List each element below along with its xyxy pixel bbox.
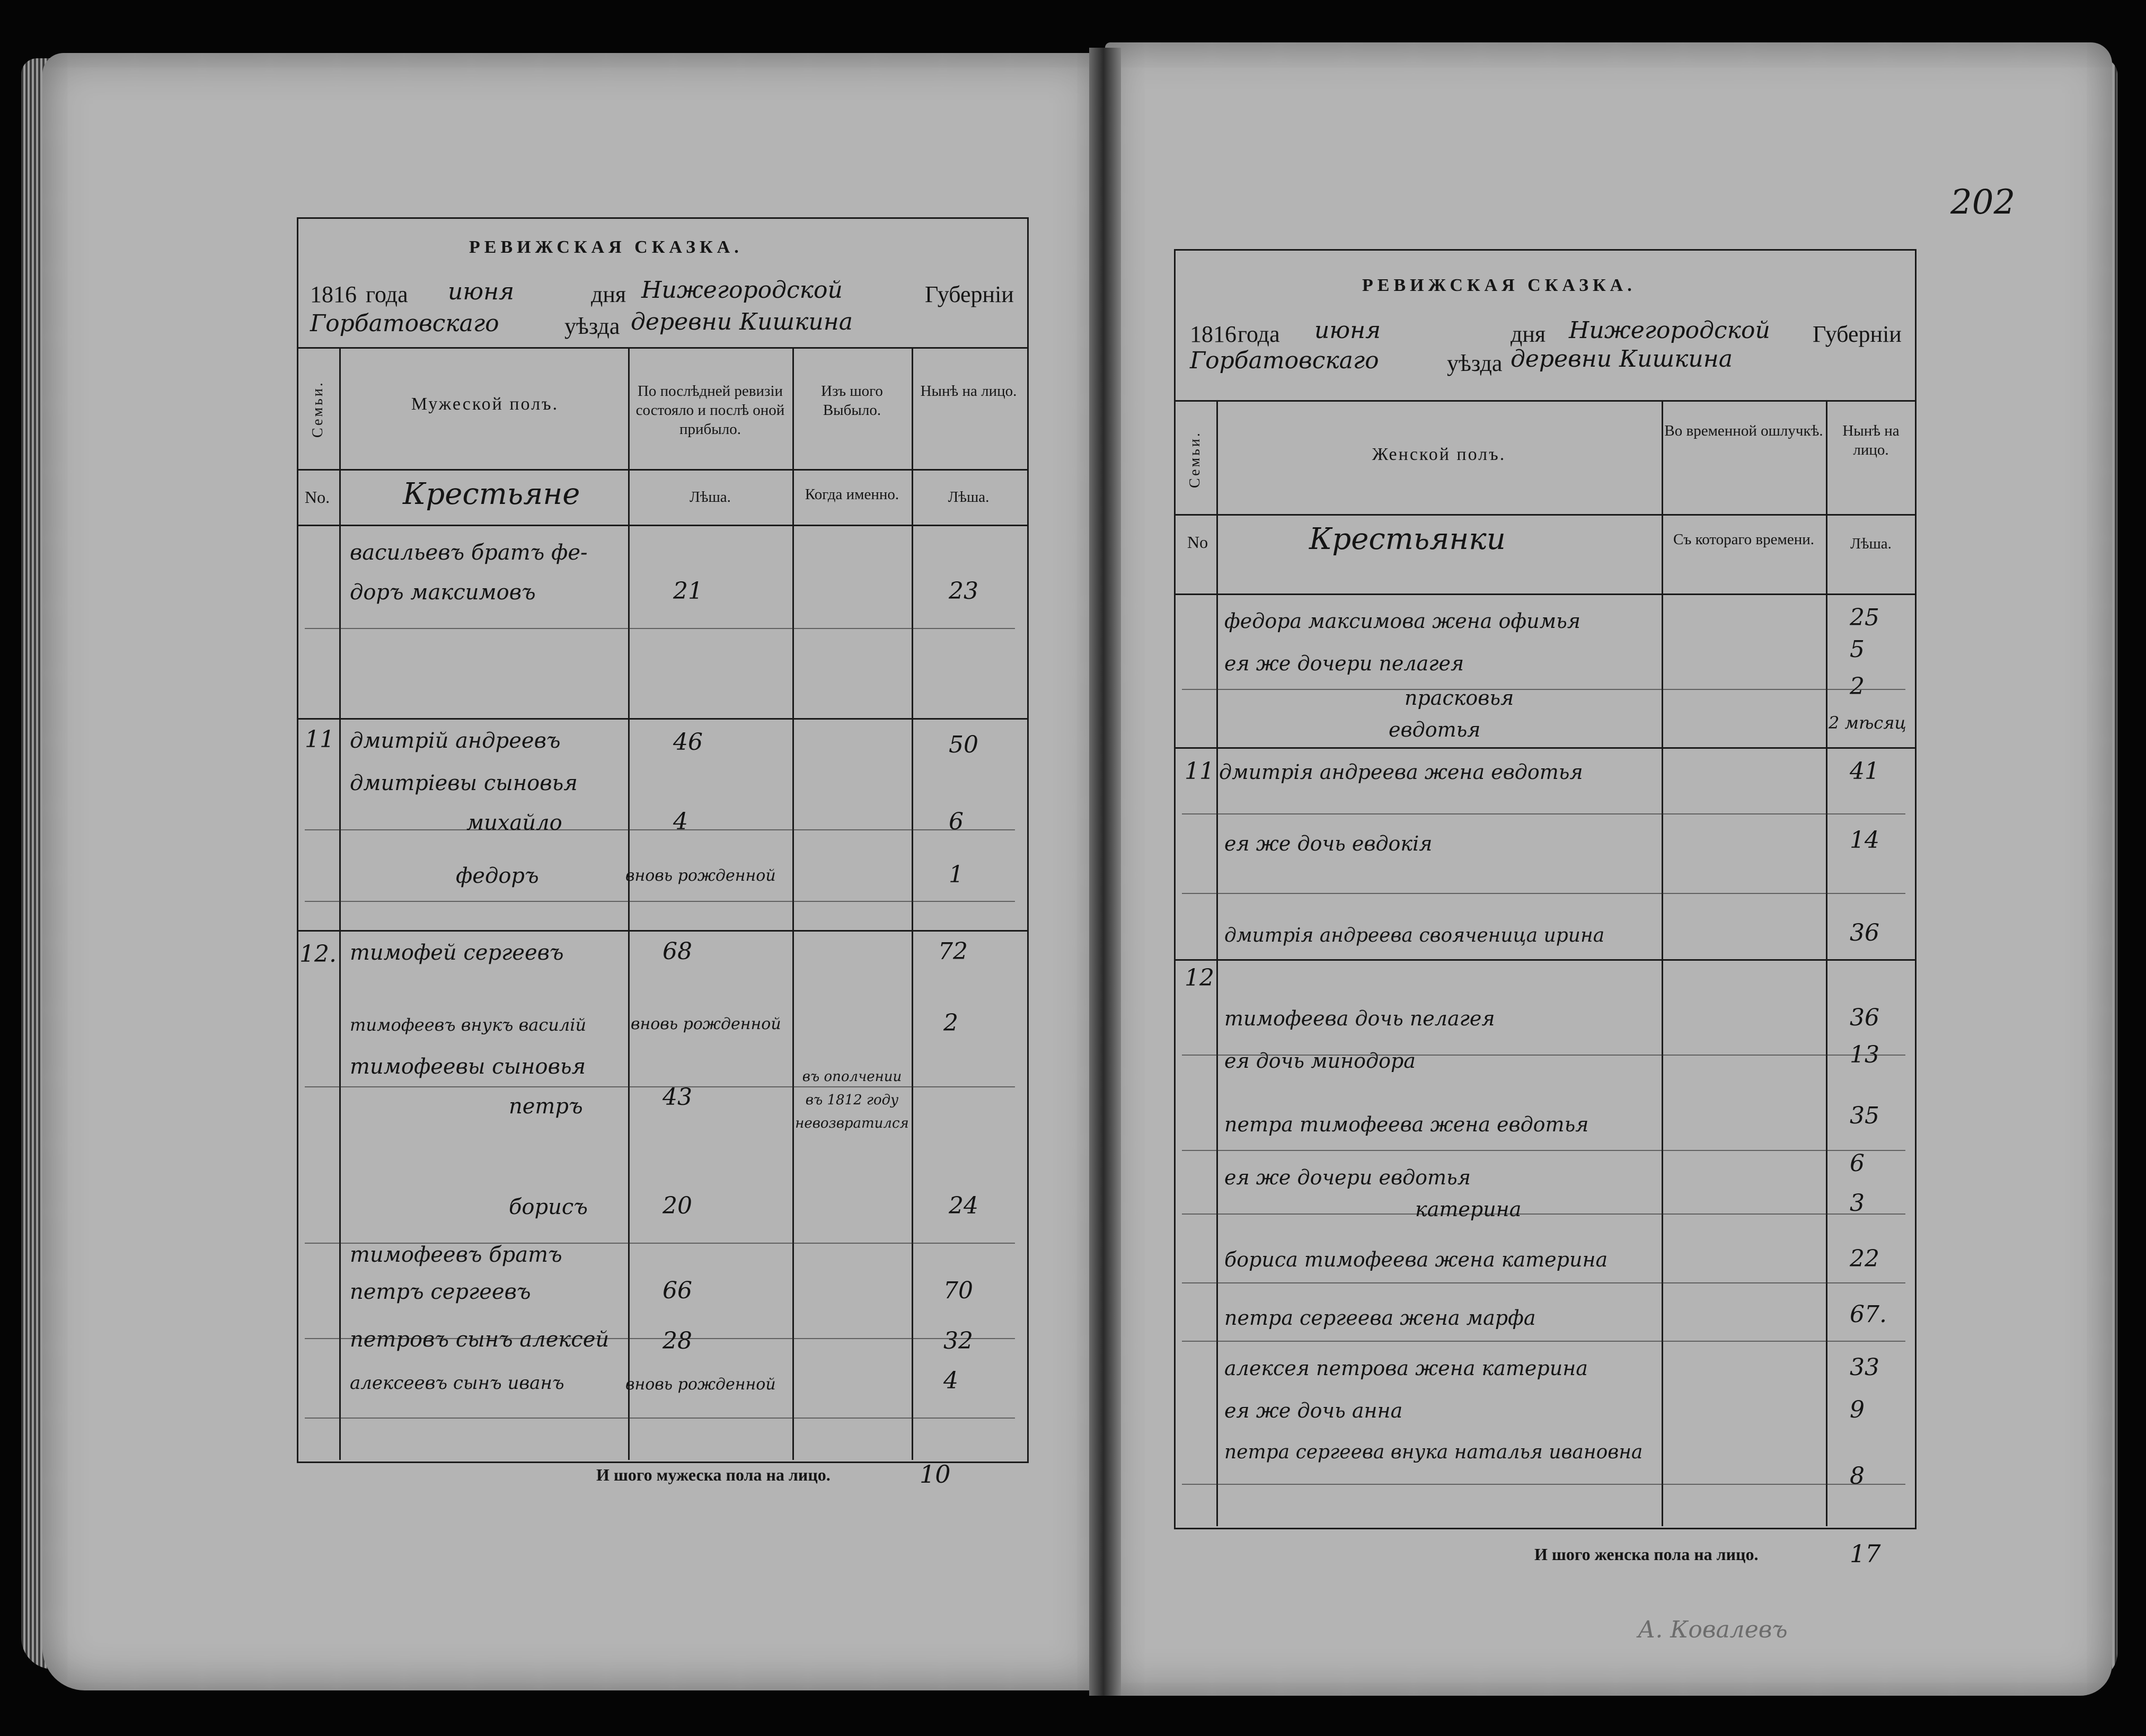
right-title: РЕВИЖСКАЯ СКАЗКА.	[1362, 276, 1636, 295]
right-name: евдотья	[1389, 718, 1481, 741]
right-name: петра сергеева внука наталья ивановна	[1224, 1441, 1643, 1463]
left-now: 4	[943, 1367, 958, 1394]
left-name: дмитрій андреевъ	[350, 729, 561, 753]
right-now: 5	[1850, 636, 1865, 663]
right-name: ея же дочери евдотья	[1224, 1166, 1471, 1189]
right-name: ея же дочери пелагея	[1224, 652, 1464, 675]
right-name: прасковья	[1405, 686, 1514, 710]
left-name: петровъ сынъ алексей	[350, 1327, 610, 1352]
right-fam: 12	[1185, 964, 1214, 991]
right-now: 67.	[1850, 1301, 1887, 1328]
right-now: 41	[1850, 758, 1879, 785]
right-name: ея же дочь евдокія	[1224, 832, 1433, 855]
left-col-male: Мужеской полъ.	[411, 394, 559, 414]
left-last: вновь рожденной	[625, 866, 776, 885]
left-sub-estate: Крестьяне	[403, 477, 580, 511]
right-month: июня	[1314, 317, 1381, 344]
left-month: июня	[448, 278, 515, 305]
right-village: деревни Кишкина	[1511, 346, 1733, 373]
left-now: 6	[949, 808, 964, 835]
right-total-label: И шого женска пола на лицо.	[1534, 1545, 1759, 1564]
right-name: федора максимова жена офимья	[1224, 609, 1580, 633]
left-now: 23	[949, 578, 978, 605]
left-now: 1	[949, 861, 964, 888]
left-district-word: уѣзда	[564, 313, 620, 339]
left-col-now: Нынѣ на лицо.	[920, 383, 1017, 400]
right-sub-years: Лѣша.	[1850, 535, 1892, 552]
left-now: 72	[938, 938, 968, 965]
left-now: 24	[949, 1192, 978, 1219]
left-title: РЕВИЖСКАЯ СКАЗКА.	[469, 237, 743, 257]
book-gutter	[1089, 48, 1121, 1696]
right-year-word: года	[1238, 321, 1280, 347]
right-now: 2 мѣсяц	[1829, 713, 1906, 733]
left-now: 32	[943, 1327, 973, 1354]
right-name: бориса тимофеева жена катерина	[1224, 1248, 1608, 1271]
left-sub-years2: Лѣша.	[948, 489, 990, 506]
left-name: борисъ	[509, 1195, 588, 1219]
left-last: 66	[663, 1277, 692, 1304]
left-year-word: года	[366, 281, 408, 307]
left-now: 70	[943, 1277, 973, 1304]
right-col-now: Нынѣ на лицо.	[1842, 422, 1900, 458]
left-province: Нижегородской	[641, 277, 843, 304]
left-name: федоръ	[456, 864, 539, 888]
left-total-label: И шого мужеска пола на лицо.	[596, 1465, 831, 1484]
left-last: 20	[663, 1192, 692, 1219]
right-form	[1174, 249, 1917, 1529]
right-name: катерина	[1415, 1198, 1522, 1221]
left-name: тимофеевъ внукъ василій	[350, 1015, 587, 1035]
left-last: вновь рожденной	[631, 1015, 781, 1033]
left-col-last: По послѣдней ревизіи состояло и послѣ оной прибыло.	[635, 383, 785, 438]
right-fam: 11	[1185, 758, 1214, 785]
left-last: 4	[673, 808, 688, 835]
left-sub-no: No.	[305, 488, 330, 507]
left-name: алексеевъ сынъ иванъ	[350, 1372, 564, 1394]
right-province: Нижегородской	[1569, 317, 1770, 344]
left-name: петръ сергеевъ	[350, 1280, 531, 1304]
left-name: петръ	[509, 1094, 583, 1119]
right-now: 36	[1850, 919, 1879, 946]
right-name: ея дочь минодора	[1224, 1049, 1416, 1073]
left-name: тимофей сергеевъ	[350, 941, 564, 965]
left-col-family: Семьи.	[310, 380, 326, 438]
left-last: 21	[673, 578, 703, 605]
right-now: 13	[1850, 1041, 1879, 1068]
left-total-value: 10	[920, 1460, 951, 1489]
right-name: дмитрія андреева жена евдотья	[1219, 760, 1583, 784]
right-sub-no: No	[1187, 533, 1208, 552]
left-fam: 11	[305, 726, 334, 753]
left-day-word: дня	[591, 281, 626, 307]
left-col-left: Изъ шого Выбыло.	[821, 383, 883, 419]
left-sub-when: Когда именно.	[805, 486, 899, 503]
left-district: Горбатовскаго	[310, 310, 499, 337]
left-last: 46	[673, 729, 703, 756]
right-now: 3	[1850, 1190, 1865, 1217]
right-sub-since: Съ котораго времени.	[1673, 531, 1814, 548]
left-year: 1816	[310, 281, 357, 307]
left-village: деревни Кишкина	[631, 308, 853, 335]
right-now: 14	[1850, 827, 1879, 854]
right-now: 33	[1850, 1354, 1879, 1381]
left-last: вновь рожденной	[625, 1375, 776, 1394]
right-now: 22	[1850, 1245, 1879, 1272]
right-district-word: уѣзда	[1447, 350, 1503, 376]
right-now: 6	[1850, 1150, 1865, 1177]
left-sub-years1: Лѣша.	[690, 489, 731, 506]
left-name: тимофеевъ братъ	[350, 1243, 562, 1267]
right-day-word: дня	[1511, 321, 1546, 347]
left-name: дмитріевы сыновья	[350, 771, 578, 795]
left-fam: 12.	[299, 941, 337, 968]
left-name: доръ максимовъ	[350, 580, 536, 605]
archive-stamp: А. Ковалевъ	[1638, 1616, 1788, 1643]
left-now: 2	[943, 1009, 958, 1037]
left-last: 68	[663, 938, 692, 965]
right-col-absent: Во временной ошлучкѣ.	[1664, 422, 1823, 439]
right-name: петра сергеева жена марфа	[1224, 1306, 1536, 1330]
left-name: тимофеевы сыновья	[350, 1055, 586, 1079]
right-province-word: Губерніи	[1813, 321, 1902, 347]
right-now: 25	[1850, 604, 1879, 631]
right-name: ея же дочь анна	[1224, 1399, 1403, 1422]
right-now: 2	[1850, 673, 1865, 700]
right-district: Горбатовскаго	[1190, 347, 1379, 374]
left-last: 43	[663, 1084, 692, 1111]
right-name: дмитрія андреева свояченица ирина	[1224, 925, 1605, 946]
right-name: тимофеева дочь пелагея	[1224, 1007, 1495, 1030]
page-number: 202	[1950, 183, 2016, 222]
right-name: алексея петрова жена катерина	[1224, 1357, 1588, 1380]
right-now: 35	[1850, 1102, 1879, 1129]
right-year: 1816	[1190, 321, 1237, 347]
left-left: въ ополчении въ 1812 году невозвратился	[795, 1069, 909, 1131]
left-last: 28	[663, 1327, 692, 1354]
left-now: 50	[949, 731, 978, 758]
left-name: васильевъ братъ фе-	[350, 541, 588, 565]
right-total-value: 17	[1850, 1539, 1881, 1568]
right-now: 36	[1850, 1004, 1879, 1031]
left-province-word: Губерніи	[925, 281, 1014, 307]
right-sub-estate: Крестьянки	[1309, 522, 1506, 556]
left-name: михайло	[466, 811, 562, 835]
right-col-family: Семьи.	[1187, 431, 1203, 488]
right-col-female: Женской полъ.	[1372, 445, 1506, 464]
right-now: 9	[1850, 1396, 1865, 1423]
right-now: 8	[1850, 1463, 1865, 1490]
right-name: петра тимофеева жена евдотья	[1224, 1113, 1589, 1136]
